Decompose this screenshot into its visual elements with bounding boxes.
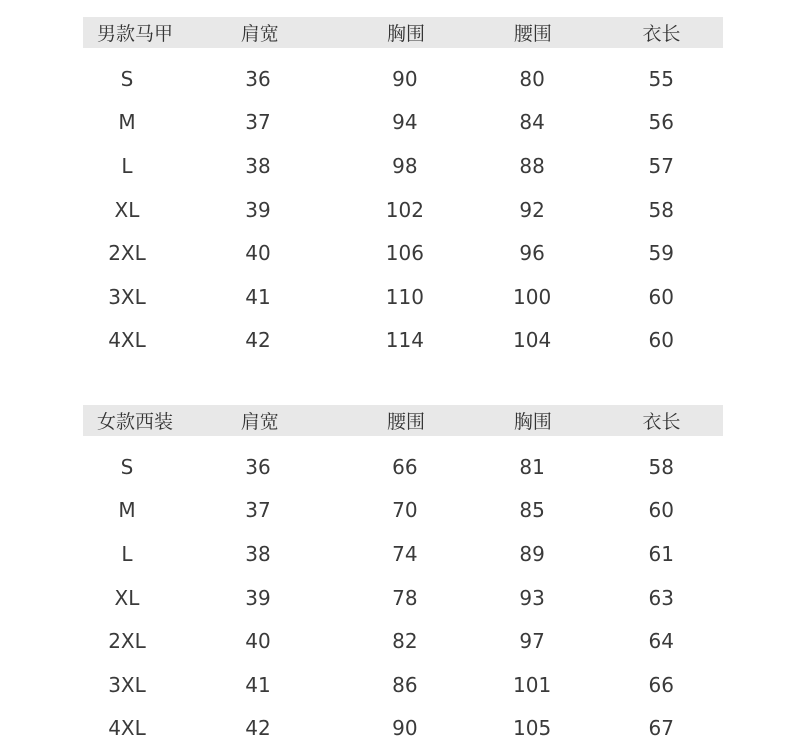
mens-vest-size-table: [83, 17, 723, 362]
measurement-cell: 41: [245, 284, 271, 309]
table-row: [83, 619, 723, 663]
size-label-cell: M: [118, 110, 136, 135]
measurement-cell: 63: [648, 585, 674, 610]
measurement-cell: 94: [392, 110, 418, 135]
table-row: [83, 576, 723, 620]
measurement-cell: 40: [245, 241, 271, 266]
table-row: [83, 144, 723, 188]
measurement-cell: 58: [648, 197, 674, 222]
header-cell: 腰围: [387, 411, 426, 433]
header-cell: 腰围: [513, 23, 552, 45]
measurement-cell: 61: [648, 541, 674, 566]
size-label-cell: 2XL: [108, 629, 146, 654]
measurement-cell: 38: [245, 541, 271, 566]
measurement-cell: 60: [648, 328, 674, 353]
measurement-cell: 59: [648, 241, 674, 266]
measurement-cell: 90: [392, 66, 418, 91]
measurement-cell: 78: [392, 585, 418, 610]
table-row: [83, 532, 723, 576]
measurement-cell: 96: [519, 241, 545, 266]
table-row: [83, 319, 723, 363]
size-label-cell: S: [120, 66, 134, 91]
measurement-cell: 60: [648, 498, 674, 523]
size-label-cell: 3XL: [108, 284, 146, 309]
measurement-cell: 39: [245, 585, 271, 610]
header-cell: 胸围: [513, 411, 552, 433]
table-body: [83, 57, 723, 362]
header-cell: 衣长: [642, 23, 681, 45]
measurement-cell: 66: [648, 672, 674, 697]
measurement-cell: 89: [519, 541, 545, 566]
measurement-cell: 55: [648, 66, 674, 91]
measurement-cell: 58: [648, 454, 674, 479]
table-row: [83, 231, 723, 275]
header-cell: 胸围: [387, 23, 426, 45]
size-label-cell: 4XL: [108, 328, 146, 353]
measurement-cell: 106: [385, 241, 424, 266]
measurement-cell: 84: [519, 110, 545, 135]
womens-suit-size-table: [83, 405, 723, 750]
measurement-cell: 98: [392, 153, 418, 178]
table-row: [83, 445, 723, 489]
size-label-cell: L: [121, 153, 133, 178]
measurement-cell: 90: [392, 716, 418, 741]
table-row: [83, 275, 723, 319]
measurement-cell: 37: [245, 110, 271, 135]
measurement-cell: 88: [519, 153, 545, 178]
measurement-cell: 86: [392, 672, 418, 697]
table-row: [83, 663, 723, 707]
measurement-cell: 42: [245, 328, 271, 353]
measurement-cell: 104: [513, 328, 552, 353]
header-cell: 衣长: [642, 411, 681, 433]
measurement-cell: 66: [392, 454, 418, 479]
measurement-cell: 92: [519, 197, 545, 222]
table-header: [83, 17, 723, 48]
table-row: [83, 57, 723, 101]
measurement-cell: 41: [245, 672, 271, 697]
measurement-cell: 102: [385, 197, 424, 222]
measurement-cell: 93: [519, 585, 545, 610]
measurement-cell: 70: [392, 498, 418, 523]
table-header: [83, 405, 723, 436]
measurement-cell: 81: [519, 454, 545, 479]
table-row: [83, 707, 723, 751]
measurement-cell: 100: [513, 284, 552, 309]
size-label-cell: XL: [114, 585, 140, 610]
measurement-cell: 82: [392, 629, 418, 654]
measurement-cell: 105: [513, 716, 552, 741]
header-cell: 肩宽: [240, 23, 279, 45]
table-row: [83, 489, 723, 533]
size-label-cell: 4XL: [108, 716, 146, 741]
measurement-cell: 85: [519, 498, 545, 523]
measurement-cell: 110: [385, 284, 424, 309]
measurement-cell: 114: [385, 328, 424, 353]
measurement-cell: 101: [513, 672, 552, 697]
size-label-cell: S: [120, 454, 134, 479]
size-label-cell: 3XL: [108, 672, 146, 697]
size-label-cell: M: [118, 498, 136, 523]
measurement-cell: 40: [245, 629, 271, 654]
header-cell: 男款马甲: [97, 23, 174, 45]
size-label-cell: L: [121, 541, 133, 566]
table-row: [83, 188, 723, 232]
measurement-cell: 56: [648, 110, 674, 135]
table-body: [83, 445, 723, 750]
measurement-cell: 36: [245, 454, 271, 479]
measurement-cell: 38: [245, 153, 271, 178]
measurement-cell: 57: [648, 153, 674, 178]
measurement-cell: 42: [245, 716, 271, 741]
size-label-cell: XL: [114, 197, 140, 222]
header-cell: 肩宽: [240, 411, 279, 433]
header-cell: 女款西装: [97, 411, 174, 433]
measurement-cell: 97: [519, 629, 545, 654]
measurement-cell: 64: [648, 629, 674, 654]
measurement-cell: 37: [245, 498, 271, 523]
measurement-cell: 39: [245, 197, 271, 222]
measurement-cell: 36: [245, 66, 271, 91]
table-row: [83, 101, 723, 145]
measurement-cell: 80: [519, 66, 545, 91]
measurement-cell: 60: [648, 284, 674, 309]
measurement-cell: 74: [392, 541, 418, 566]
measurement-cell: 67: [648, 716, 674, 741]
size-label-cell: 2XL: [108, 241, 146, 266]
